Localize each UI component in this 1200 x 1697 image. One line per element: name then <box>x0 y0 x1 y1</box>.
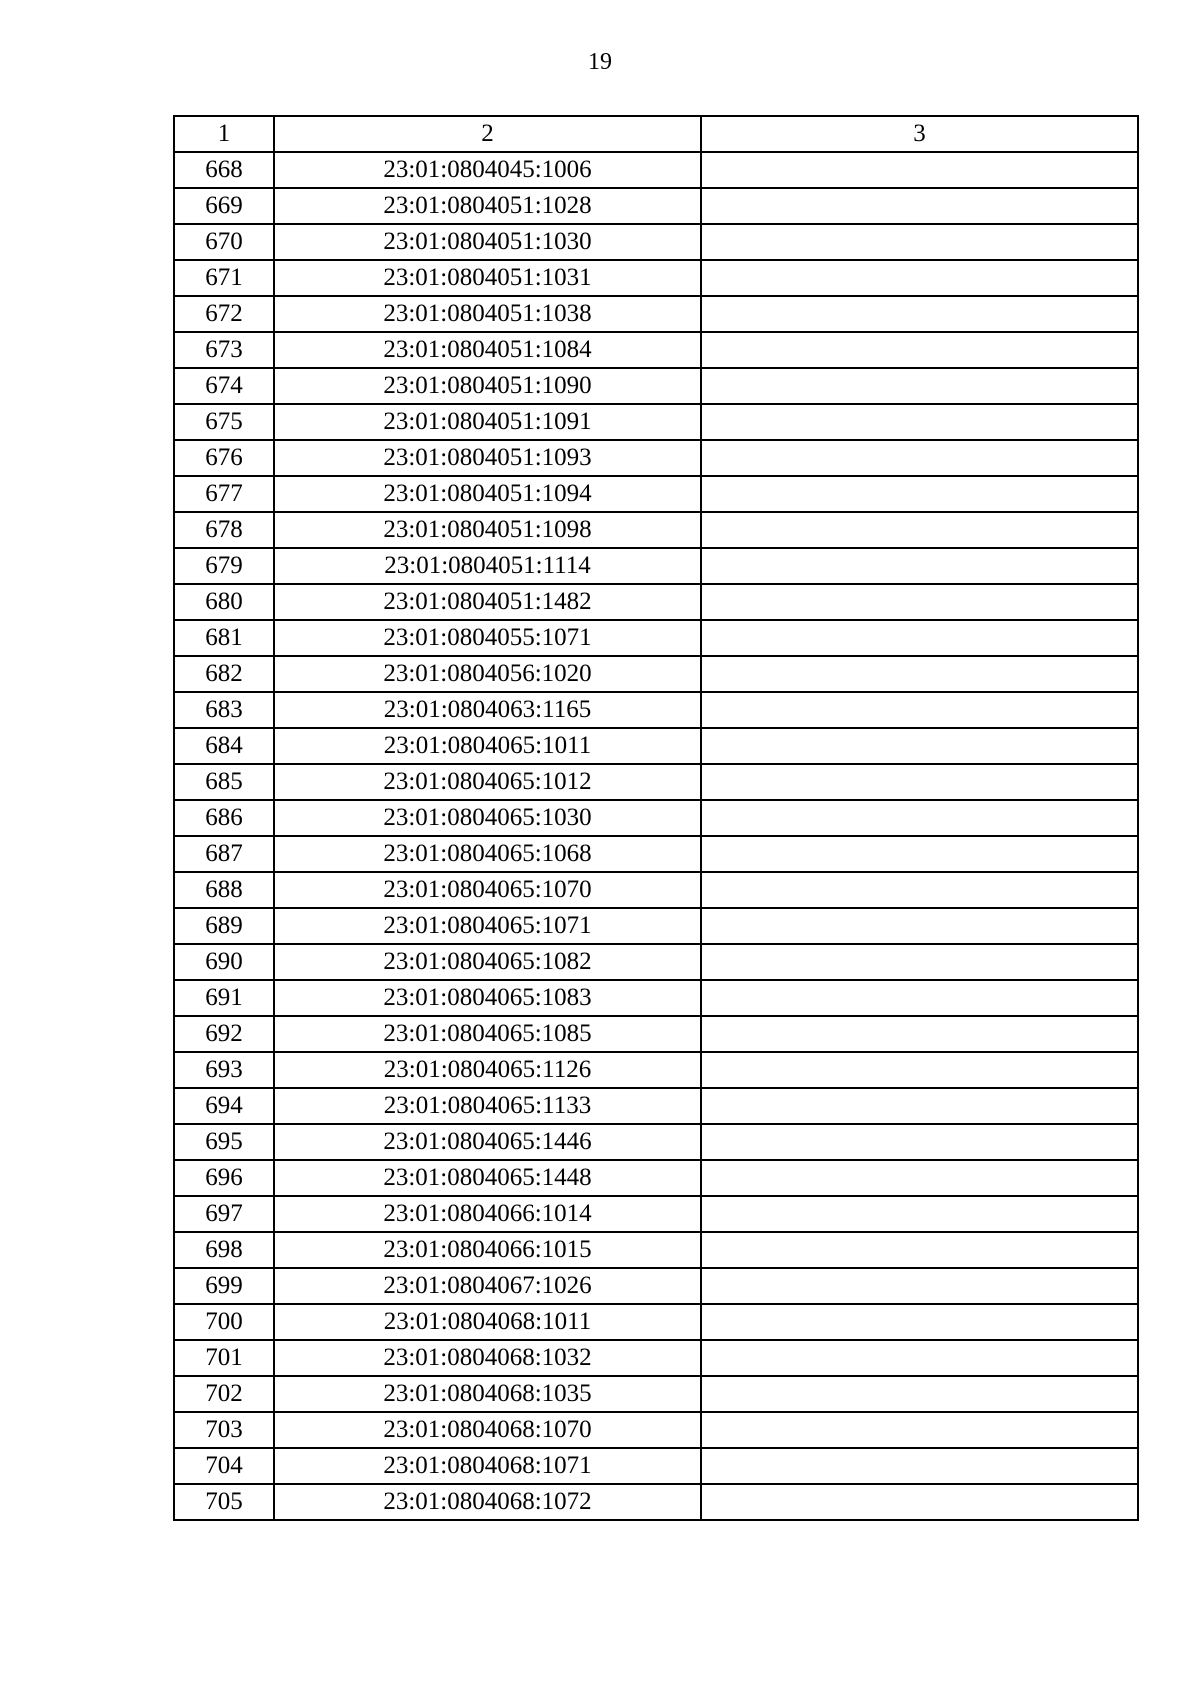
note-cell <box>701 1412 1138 1448</box>
note-cell <box>701 296 1138 332</box>
cadastral-number-cell: 23:01:0804066:1015 <box>274 1232 701 1268</box>
cadastral-number-cell: 23:01:0804065:1126 <box>274 1052 701 1088</box>
header-row <box>174 116 1138 152</box>
note-cell <box>701 1088 1138 1124</box>
cadastral-number-cell: 23:01:0804068:1071 <box>274 1448 701 1484</box>
cadastral-number-cell: 23:01:0804066:1014 <box>274 1196 701 1232</box>
cadastral-number-cell: 23:01:0804051:1093 <box>274 440 701 476</box>
note-cell <box>701 152 1138 188</box>
table-row <box>174 728 1138 764</box>
row-number-cell: 674 <box>174 368 274 404</box>
row-number-cell: 696 <box>174 1160 274 1196</box>
cadastral-number-cell: 23:01:0804067:1026 <box>274 1268 701 1304</box>
note-cell <box>701 728 1138 764</box>
table-row <box>174 512 1138 548</box>
table-row <box>174 800 1138 836</box>
table-row <box>174 152 1138 188</box>
cadastral-number-cell: 23:01:0804051:1098 <box>274 512 701 548</box>
table-row <box>174 1232 1138 1268</box>
cadastral-number-cell: 23:01:0804068:1070 <box>274 1412 701 1448</box>
note-cell <box>701 692 1138 728</box>
row-number-cell: 673 <box>174 332 274 368</box>
table-row <box>174 656 1138 692</box>
table-row <box>174 1052 1138 1088</box>
cadastral-number-cell: 23:01:0804045:1006 <box>274 152 701 188</box>
note-cell <box>701 1448 1138 1484</box>
cadastral-number-cell: 23:01:0804065:1012 <box>274 764 701 800</box>
cadastral-number-cell: 23:01:0804065:1446 <box>274 1124 701 1160</box>
cadastral-number-cell: 23:01:0804065:1068 <box>274 836 701 872</box>
note-cell <box>701 1340 1138 1376</box>
cadastral-number-cell: 23:01:0804056:1020 <box>274 656 701 692</box>
note-cell <box>701 1304 1138 1340</box>
note-cell <box>701 440 1138 476</box>
table-row <box>174 440 1138 476</box>
row-number-cell: 699 <box>174 1268 274 1304</box>
row-number-cell: 688 <box>174 872 274 908</box>
note-cell <box>701 584 1138 620</box>
row-number-cell: 691 <box>174 980 274 1016</box>
cadastral-number-cell: 23:01:0804065:1011 <box>274 728 701 764</box>
cadastral-number-cell: 23:01:0804065:1083 <box>274 980 701 1016</box>
note-cell <box>701 1268 1138 1304</box>
cadastral-number-cell: 23:01:0804065:1133 <box>274 1088 701 1124</box>
row-number-cell: 702 <box>174 1376 274 1412</box>
note-cell <box>701 260 1138 296</box>
row-number-cell: 677 <box>174 476 274 512</box>
table-row <box>174 584 1138 620</box>
row-number-cell: 689 <box>174 908 274 944</box>
table-row <box>174 404 1138 440</box>
cadastral-number-cell: 23:01:0804063:1165 <box>274 692 701 728</box>
note-cell <box>701 404 1138 440</box>
cadastral-number-cell: 23:01:0804068:1035 <box>274 1376 701 1412</box>
note-cell <box>701 188 1138 224</box>
note-cell <box>701 1232 1138 1268</box>
cadastral-number-cell: 23:01:0804065:1448 <box>274 1160 701 1196</box>
cadastral-number-cell: 23:01:0804051:1028 <box>274 188 701 224</box>
row-number-cell: 684 <box>174 728 274 764</box>
row-number-cell: 683 <box>174 692 274 728</box>
note-cell <box>701 800 1138 836</box>
cadastral-number-cell: 23:01:0804065:1070 <box>274 872 701 908</box>
row-number-cell: 693 <box>174 1052 274 1088</box>
note-cell <box>701 224 1138 260</box>
row-number-cell: 701 <box>174 1340 274 1376</box>
table-row <box>174 1340 1138 1376</box>
cadastral-number-cell: 23:01:0804051:1114 <box>274 548 701 584</box>
row-number-cell: 690 <box>174 944 274 980</box>
row-number-cell: 695 <box>174 1124 274 1160</box>
note-cell <box>701 548 1138 584</box>
row-number-cell: 692 <box>174 1016 274 1052</box>
table-row <box>174 1412 1138 1448</box>
table-row <box>174 1124 1138 1160</box>
note-cell <box>701 944 1138 980</box>
row-number-cell: 703 <box>174 1412 274 1448</box>
note-cell <box>701 1484 1138 1520</box>
cadastral-number-cell: 23:01:0804051:1031 <box>274 260 701 296</box>
table-row <box>174 764 1138 800</box>
table-row <box>174 836 1138 872</box>
note-cell <box>701 872 1138 908</box>
header-col-1: 1 <box>174 116 274 152</box>
note-cell <box>701 656 1138 692</box>
table-row <box>174 1088 1138 1124</box>
table-row <box>174 872 1138 908</box>
table-row <box>174 260 1138 296</box>
table-row <box>174 1448 1138 1484</box>
row-number-cell: 700 <box>174 1304 274 1340</box>
table-row <box>174 368 1138 404</box>
note-cell <box>701 1052 1138 1088</box>
note-cell <box>701 836 1138 872</box>
table-row <box>174 1160 1138 1196</box>
cadastral-number-cell: 23:01:0804051:1084 <box>274 332 701 368</box>
cadastral-number-cell: 23:01:0804068:1011 <box>274 1304 701 1340</box>
table-header <box>174 116 1138 152</box>
table-row <box>174 1304 1138 1340</box>
cadastral-number-cell: 23:01:0804068:1072 <box>274 1484 701 1520</box>
row-number-cell: 670 <box>174 224 274 260</box>
cadastral-number-cell: 23:01:0804051:1030 <box>274 224 701 260</box>
row-number-cell: 672 <box>174 296 274 332</box>
table-row <box>174 620 1138 656</box>
note-cell <box>701 368 1138 404</box>
note-cell <box>701 1196 1138 1232</box>
note-cell <box>701 1016 1138 1052</box>
row-number-cell: 671 <box>174 260 274 296</box>
note-cell <box>701 1160 1138 1196</box>
note-cell <box>701 980 1138 1016</box>
row-number-cell: 685 <box>174 764 274 800</box>
table-row <box>174 908 1138 944</box>
table-row <box>174 332 1138 368</box>
cadastral-number-cell: 23:01:0804051:1094 <box>274 476 701 512</box>
row-number-cell: 678 <box>174 512 274 548</box>
row-number-cell: 704 <box>174 1448 274 1484</box>
cadastral-number-cell: 23:01:0804065:1030 <box>274 800 701 836</box>
row-number-cell: 682 <box>174 656 274 692</box>
row-number-cell: 705 <box>174 1484 274 1520</box>
cadastral-number-cell: 23:01:0804065:1071 <box>274 908 701 944</box>
note-cell <box>701 620 1138 656</box>
table-row <box>174 1196 1138 1232</box>
table-row <box>174 188 1138 224</box>
table-row <box>174 1376 1138 1412</box>
row-number-cell: 694 <box>174 1088 274 1124</box>
table-row <box>174 296 1138 332</box>
page-number: 19 <box>588 49 612 75</box>
row-number-cell: 669 <box>174 188 274 224</box>
note-cell <box>701 1124 1138 1160</box>
header-col-3: 3 <box>701 116 1138 152</box>
table-row <box>174 1016 1138 1052</box>
row-number-cell: 686 <box>174 800 274 836</box>
cadastral-number-cell: 23:01:0804065:1082 <box>274 944 701 980</box>
table-row <box>174 692 1138 728</box>
row-number-cell: 676 <box>174 440 274 476</box>
cadastral-number-cell: 23:01:0804051:1091 <box>274 404 701 440</box>
cadastral-number-cell: 23:01:0804051:1090 <box>274 368 701 404</box>
table-row <box>174 980 1138 1016</box>
row-number-cell: 675 <box>174 404 274 440</box>
cadastral-number-cell: 23:01:0804051:1482 <box>274 584 701 620</box>
cadastral-table <box>173 115 1139 1521</box>
row-number-cell: 681 <box>174 620 274 656</box>
row-number-cell: 680 <box>174 584 274 620</box>
note-cell <box>701 332 1138 368</box>
header-col-2: 2 <box>274 116 701 152</box>
row-number-cell: 697 <box>174 1196 274 1232</box>
row-number-cell: 687 <box>174 836 274 872</box>
cadastral-number-cell: 23:01:0804065:1085 <box>274 1016 701 1052</box>
table-row <box>174 1484 1138 1520</box>
note-cell <box>701 764 1138 800</box>
note-cell <box>701 1376 1138 1412</box>
note-cell <box>701 908 1138 944</box>
cadastral-number-cell: 23:01:0804055:1071 <box>274 620 701 656</box>
table-row <box>174 476 1138 512</box>
row-number-cell: 679 <box>174 548 274 584</box>
table-row <box>174 944 1138 980</box>
cadastral-number-cell: 23:01:0804068:1032 <box>274 1340 701 1376</box>
row-number-cell: 698 <box>174 1232 274 1268</box>
cadastral-number-cell: 23:01:0804051:1038 <box>274 296 701 332</box>
table-row <box>174 224 1138 260</box>
table-body <box>174 152 1138 1520</box>
note-cell <box>701 476 1138 512</box>
table-row <box>174 548 1138 584</box>
table-row <box>174 1268 1138 1304</box>
note-cell <box>701 512 1138 548</box>
row-number-cell: 668 <box>174 152 274 188</box>
